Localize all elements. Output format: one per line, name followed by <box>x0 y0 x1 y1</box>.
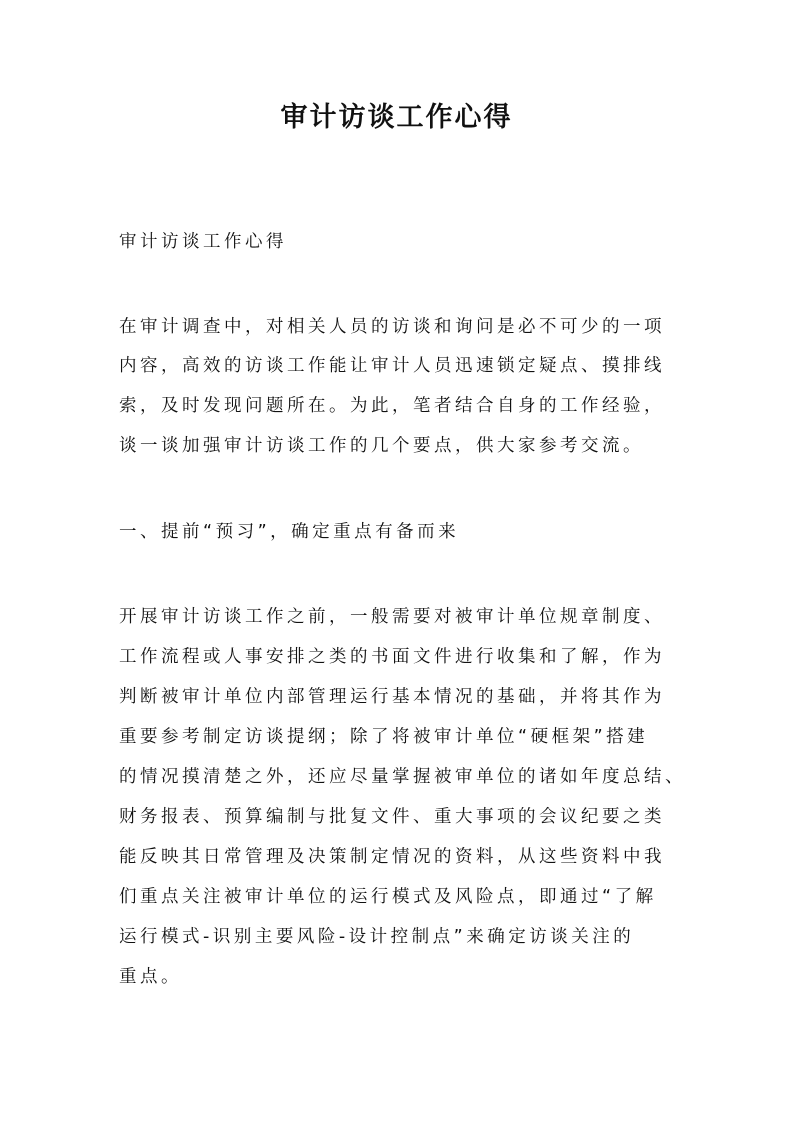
section1-line-6: 财务报表、预算编制与批复文件、重大事项的会议纪要之类 <box>119 807 665 827</box>
section1-line-2: 工作流程或人事安排之类的书面文件进行收集和了解，作为 <box>119 647 665 667</box>
intro-line-3: 索，及时发现问题所在。为此，笔者结合自身的工作经验， <box>119 396 665 416</box>
section1-line-1: 开展审计访谈工作之前，一般需要对被审计单位规章制度、 <box>119 607 665 627</box>
section1-line-4: 重要参考制定访谈提纲；除了将被审计单位“硬框架”搭建 <box>119 727 649 747</box>
section1-line-8: 们重点关注被审计单位的运行模式及风险点，即通过“了解 <box>119 887 657 907</box>
intro-line-2: 内容，高效的访谈工作能让审计人员迅速锁定疑点、摸排线 <box>119 356 665 376</box>
section1-line-3: 判断被审计单位内部管理运行基本情况的基础，并将其作为 <box>119 687 665 707</box>
section1-line-5: 的情况摸清楚之外，还应尽量掌握被审单位的诸如年度总结、 <box>119 767 686 787</box>
intro-line-4: 谈一谈加强审计访谈工作的几个要点，供大家参考交流。 <box>119 436 644 456</box>
section1-line-7: 能反映其日常管理及决策制定情况的资料，从这些资料中我 <box>119 847 665 867</box>
section1-line-9: 运行模式-识别主要风险-设计控制点”来确定访谈关注的 <box>119 927 635 947</box>
document-title: 审计访谈工作心得 <box>280 102 513 133</box>
section1-line-10: 重点。 <box>119 967 182 987</box>
document-subtitle: 审计访谈工作心得 <box>119 232 287 252</box>
intro-line-1: 在审计调查中，对相关人员的访谈和询问是必不可少的一项 <box>119 317 665 337</box>
section1-heading: 一、提前“预习”，确定重点有备而来 <box>119 522 460 542</box>
